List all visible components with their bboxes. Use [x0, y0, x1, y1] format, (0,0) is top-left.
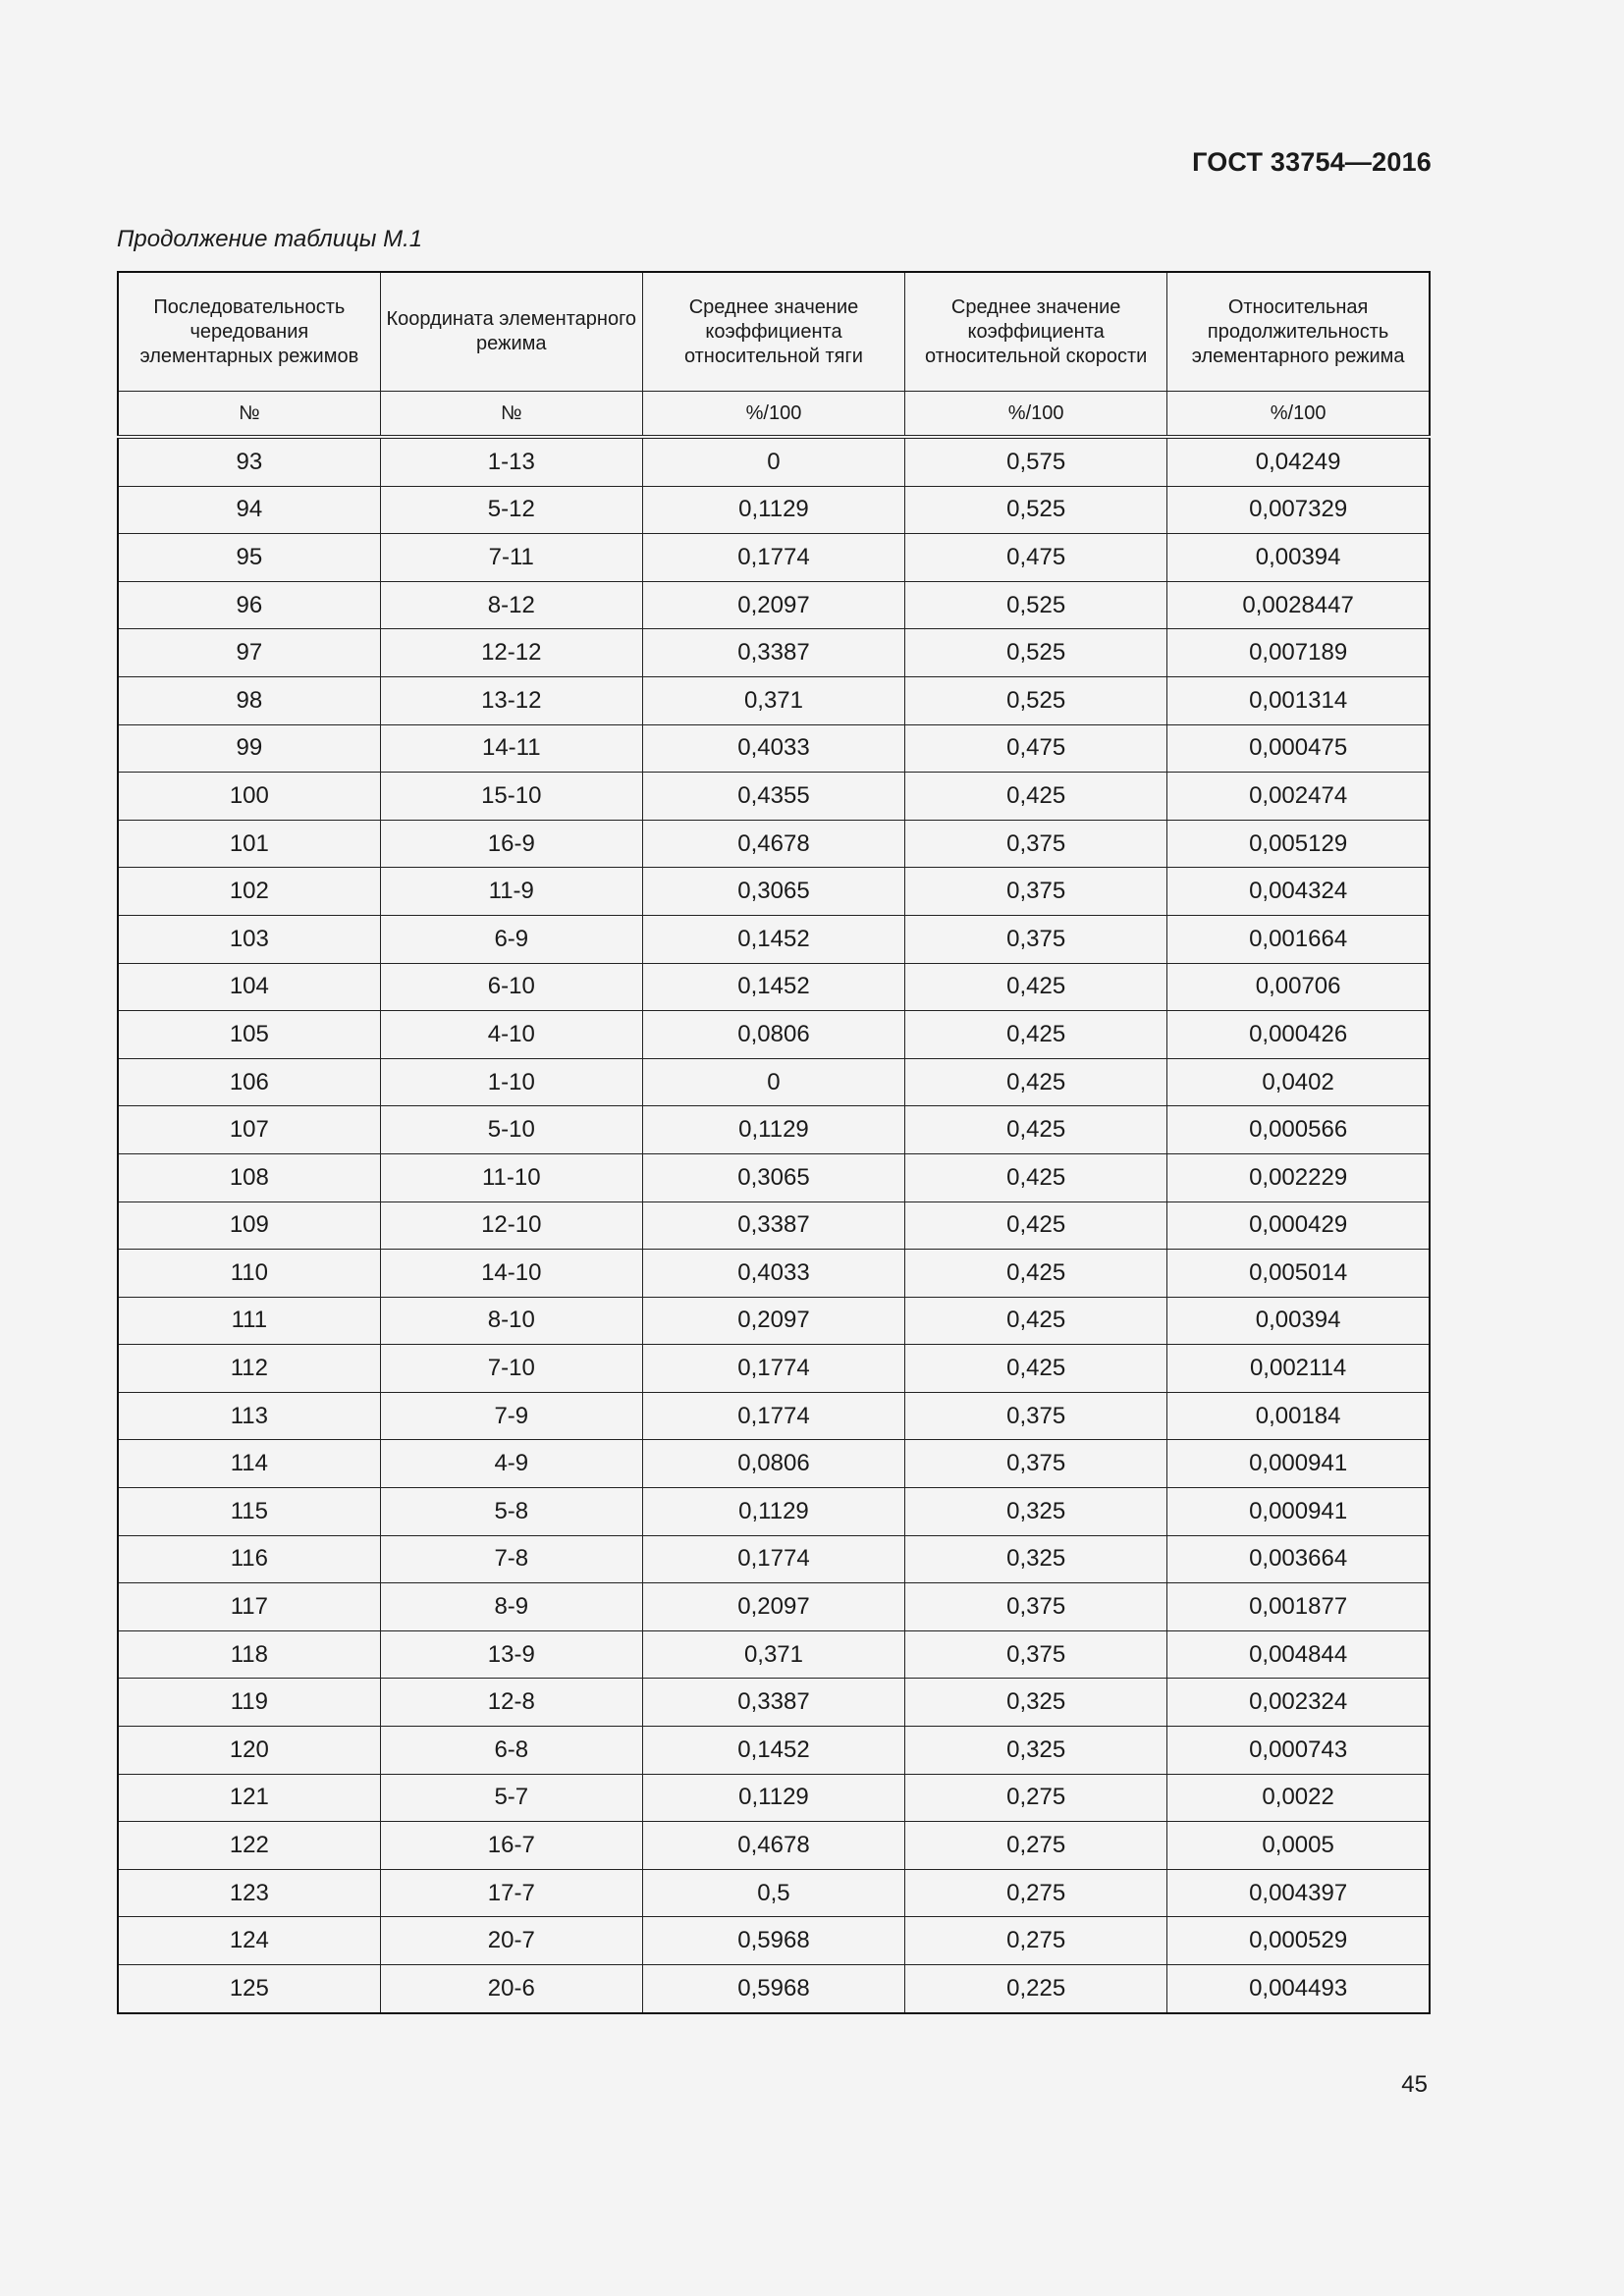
cell-thrust: 0,0806: [642, 1011, 904, 1059]
cell-sequence: 106: [118, 1058, 380, 1106]
cell-speed: 0,275: [905, 1822, 1167, 1870]
cell-duration: 0,004844: [1167, 1630, 1430, 1679]
table-row: [118, 724, 1430, 773]
cell-speed: 0,225: [905, 1965, 1167, 2013]
cell-coordinate: 12-10: [380, 1201, 642, 1250]
cell-sequence: 118: [118, 1630, 380, 1679]
cell-duration: 0,007189: [1167, 629, 1430, 677]
cell-thrust: 0,1774: [642, 534, 904, 582]
cell-duration: 0,002114: [1167, 1345, 1430, 1393]
cell-coordinate: 20-7: [380, 1917, 642, 1965]
table-row: [118, 1630, 1430, 1679]
table-row: [118, 581, 1430, 629]
unit-cell: %/100: [905, 392, 1167, 438]
table-row: [118, 963, 1430, 1011]
header-row: [118, 272, 1430, 392]
table-row: [118, 1440, 1430, 1488]
column-header-speed: Среднее значение коэффициента относительной скорости: [905, 272, 1167, 392]
cell-speed: 0,425: [905, 1058, 1167, 1106]
cell-speed: 0,425: [905, 963, 1167, 1011]
cell-thrust: 0,4678: [642, 1822, 904, 1870]
cell-duration: 0,000941: [1167, 1488, 1430, 1536]
cell-speed: 0,425: [905, 1011, 1167, 1059]
cell-duration: 0,000566: [1167, 1106, 1430, 1154]
cell-speed: 0,525: [905, 581, 1167, 629]
cell-coordinate: 4-9: [380, 1440, 642, 1488]
cell-thrust: 0,3387: [642, 1201, 904, 1250]
cell-thrust: 0,1129: [642, 1488, 904, 1536]
table-row: [118, 437, 1430, 486]
table-body: [118, 437, 1430, 2013]
cell-coordinate: 14-10: [380, 1250, 642, 1298]
cell-coordinate: 8-10: [380, 1297, 642, 1345]
unit-cell: %/100: [1167, 392, 1430, 438]
cell-speed: 0,425: [905, 1201, 1167, 1250]
cell-sequence: 121: [118, 1774, 380, 1822]
cell-duration: 0,002324: [1167, 1679, 1430, 1727]
cell-coordinate: 14-11: [380, 724, 642, 773]
cell-coordinate: 12-8: [380, 1679, 642, 1727]
cell-coordinate: 6-10: [380, 963, 642, 1011]
table-row: [118, 773, 1430, 821]
cell-speed: 0,375: [905, 820, 1167, 868]
cell-sequence: 124: [118, 1917, 380, 1965]
cell-duration: 0,0402: [1167, 1058, 1430, 1106]
unit-cell: %/100: [642, 392, 904, 438]
cell-speed: 0,425: [905, 1250, 1167, 1298]
cell-speed: 0,425: [905, 773, 1167, 821]
cell-thrust: 0,1452: [642, 1727, 904, 1775]
unit-cell: №: [118, 392, 380, 438]
table-row: [118, 1488, 1430, 1536]
cell-coordinate: 7-9: [380, 1392, 642, 1440]
cell-sequence: 104: [118, 963, 380, 1011]
cell-sequence: 119: [118, 1679, 380, 1727]
cell-coordinate: 12-12: [380, 629, 642, 677]
cell-speed: 0,325: [905, 1488, 1167, 1536]
cell-speed: 0,525: [905, 629, 1167, 677]
cell-speed: 0,475: [905, 534, 1167, 582]
cell-sequence: 111: [118, 1297, 380, 1345]
cell-speed: 0,375: [905, 868, 1167, 916]
table-row: [118, 1250, 1430, 1298]
cell-sequence: 116: [118, 1535, 380, 1583]
cell-sequence: 107: [118, 1106, 380, 1154]
cell-sequence: 113: [118, 1392, 380, 1440]
cell-speed: 0,425: [905, 1297, 1167, 1345]
cell-speed: 0,525: [905, 676, 1167, 724]
cell-thrust: 0,2097: [642, 581, 904, 629]
cell-speed: 0,425: [905, 1106, 1167, 1154]
cell-duration: 0,000743: [1167, 1727, 1430, 1775]
cell-thrust: 0,3065: [642, 868, 904, 916]
table-row: [118, 1965, 1430, 2013]
cell-thrust: 0,1774: [642, 1392, 904, 1440]
cell-thrust: 0,3387: [642, 629, 904, 677]
cell-sequence: 109: [118, 1201, 380, 1250]
table-header: [118, 272, 1430, 437]
units-row: [118, 392, 1430, 438]
cell-thrust: 0,5968: [642, 1965, 904, 2013]
cell-duration: 0,004324: [1167, 868, 1430, 916]
cell-speed: 0,525: [905, 486, 1167, 534]
cell-thrust: 0,3387: [642, 1679, 904, 1727]
cell-sequence: 114: [118, 1440, 380, 1488]
cell-coordinate: 7-10: [380, 1345, 642, 1393]
table-row: [118, 1822, 1430, 1870]
unit-cell: №: [380, 392, 642, 438]
cell-duration: 0,001877: [1167, 1583, 1430, 1631]
cell-thrust: 0,5: [642, 1869, 904, 1917]
cell-duration: 0,004397: [1167, 1869, 1430, 1917]
table-row: [118, 1058, 1430, 1106]
cell-sequence: 93: [118, 437, 380, 486]
cell-coordinate: 16-7: [380, 1822, 642, 1870]
cell-sequence: 101: [118, 820, 380, 868]
cell-thrust: 0,4678: [642, 820, 904, 868]
table-row: [118, 1727, 1430, 1775]
cell-coordinate: 17-7: [380, 1869, 642, 1917]
cell-sequence: 98: [118, 676, 380, 724]
cell-thrust: 0,371: [642, 676, 904, 724]
table-row: [118, 1679, 1430, 1727]
table-row: [118, 1011, 1430, 1059]
cell-speed: 0,475: [905, 724, 1167, 773]
table-row: [118, 534, 1430, 582]
cell-speed: 0,325: [905, 1727, 1167, 1775]
cell-sequence: 95: [118, 534, 380, 582]
cell-coordinate: 1-10: [380, 1058, 642, 1106]
cell-duration: 0,00184: [1167, 1392, 1430, 1440]
cell-thrust: 0,371: [642, 1630, 904, 1679]
document-code: ГОСТ 33754—2016: [1192, 147, 1432, 177]
cell-thrust: 0,0806: [642, 1440, 904, 1488]
cell-duration: 0,001664: [1167, 915, 1430, 963]
column-header-coordinate: Координата элементарного режима: [380, 272, 642, 392]
cell-coordinate: 5-7: [380, 1774, 642, 1822]
table-row: [118, 1345, 1430, 1393]
cell-duration: 0,004493: [1167, 1965, 1430, 2013]
cell-sequence: 99: [118, 724, 380, 773]
cell-sequence: 122: [118, 1822, 380, 1870]
cell-sequence: 96: [118, 581, 380, 629]
cell-sequence: 105: [118, 1011, 380, 1059]
cell-duration: 0,04249: [1167, 437, 1430, 486]
cell-thrust: 0,2097: [642, 1583, 904, 1631]
cell-duration: 0,000475: [1167, 724, 1430, 773]
table-row: [118, 629, 1430, 677]
cell-sequence: 115: [118, 1488, 380, 1536]
cell-duration: 0,000941: [1167, 1440, 1430, 1488]
cell-duration: 0,000426: [1167, 1011, 1430, 1059]
table-row: [118, 1917, 1430, 1965]
cell-speed: 0,425: [905, 1345, 1167, 1393]
column-header-thrust: Среднее значение коэффициента относительной тяги: [642, 272, 904, 392]
cell-thrust: 0: [642, 437, 904, 486]
table-row: [118, 1201, 1430, 1250]
cell-duration: 0,0005: [1167, 1822, 1430, 1870]
cell-coordinate: 20-6: [380, 1965, 642, 2013]
cell-coordinate: 4-10: [380, 1011, 642, 1059]
cell-speed: 0,375: [905, 1392, 1167, 1440]
cell-thrust: 0,1774: [642, 1535, 904, 1583]
cell-thrust: 0,2097: [642, 1297, 904, 1345]
cell-sequence: 125: [118, 1965, 380, 2013]
cell-speed: 0,325: [905, 1679, 1167, 1727]
cell-duration: 0,0028447: [1167, 581, 1430, 629]
cell-coordinate: 11-9: [380, 868, 642, 916]
cell-duration: 0,002229: [1167, 1153, 1430, 1201]
cell-thrust: 0,1774: [642, 1345, 904, 1393]
cell-thrust: 0,1452: [642, 963, 904, 1011]
cell-sequence: 94: [118, 486, 380, 534]
cell-sequence: 108: [118, 1153, 380, 1201]
cell-sequence: 97: [118, 629, 380, 677]
cell-duration: 0,003664: [1167, 1535, 1430, 1583]
column-header-sequence: Последовательность чередования элементарных режимов: [118, 272, 380, 392]
cell-coordinate: 13-12: [380, 676, 642, 724]
cell-speed: 0,375: [905, 915, 1167, 963]
cell-thrust: 0,1129: [642, 486, 904, 534]
table-row: [118, 1583, 1430, 1631]
cell-speed: 0,375: [905, 1440, 1167, 1488]
cell-coordinate: 15-10: [380, 773, 642, 821]
cell-thrust: 0,1129: [642, 1106, 904, 1154]
cell-speed: 0,275: [905, 1917, 1167, 1965]
cell-duration: 0,00394: [1167, 534, 1430, 582]
cell-coordinate: 7-8: [380, 1535, 642, 1583]
cell-thrust: 0,4355: [642, 773, 904, 821]
cell-duration: 0,005129: [1167, 820, 1430, 868]
cell-thrust: 0,3065: [642, 1153, 904, 1201]
cell-speed: 0,325: [905, 1535, 1167, 1583]
cell-duration: 0,000529: [1167, 1917, 1430, 1965]
page-number: 45: [1401, 2071, 1428, 2098]
data-table: [117, 271, 1431, 2014]
cell-speed: 0,575: [905, 437, 1167, 486]
cell-duration: 0,00706: [1167, 963, 1430, 1011]
cell-speed: 0,375: [905, 1630, 1167, 1679]
cell-thrust: 0,4033: [642, 724, 904, 773]
cell-coordinate: 5-12: [380, 486, 642, 534]
cell-speed: 0,425: [905, 1153, 1167, 1201]
cell-sequence: 120: [118, 1727, 380, 1775]
cell-duration: 0,001314: [1167, 676, 1430, 724]
cell-thrust: 0,1129: [642, 1774, 904, 1822]
cell-sequence: 100: [118, 773, 380, 821]
cell-duration: 0,002474: [1167, 773, 1430, 821]
cell-sequence: 103: [118, 915, 380, 963]
cell-thrust: 0,4033: [642, 1250, 904, 1298]
cell-sequence: 102: [118, 868, 380, 916]
table-row: [118, 1153, 1430, 1201]
cell-duration: 0,00394: [1167, 1297, 1430, 1345]
cell-coordinate: 5-10: [380, 1106, 642, 1154]
cell-coordinate: 6-9: [380, 915, 642, 963]
cell-speed: 0,375: [905, 1583, 1167, 1631]
column-header-duration: Относительная продолжительность элементарного режима: [1167, 272, 1430, 392]
cell-speed: 0,275: [905, 1869, 1167, 1917]
cell-coordinate: 5-8: [380, 1488, 642, 1536]
cell-thrust: 0,1452: [642, 915, 904, 963]
cell-coordinate: 8-12: [380, 581, 642, 629]
cell-coordinate: 16-9: [380, 820, 642, 868]
cell-coordinate: 7-11: [380, 534, 642, 582]
cell-sequence: 123: [118, 1869, 380, 1917]
cell-sequence: 112: [118, 1345, 380, 1393]
table-row: [118, 868, 1430, 916]
table-row: [118, 1106, 1430, 1154]
cell-coordinate: 6-8: [380, 1727, 642, 1775]
cell-sequence: 117: [118, 1583, 380, 1631]
cell-coordinate: 1-13: [380, 437, 642, 486]
table-row: [118, 820, 1430, 868]
table-row: [118, 676, 1430, 724]
cell-sequence: 110: [118, 1250, 380, 1298]
cell-speed: 0,275: [905, 1774, 1167, 1822]
cell-coordinate: 11-10: [380, 1153, 642, 1201]
table-row: [118, 1774, 1430, 1822]
cell-duration: 0,005014: [1167, 1250, 1430, 1298]
cell-duration: 0,007329: [1167, 486, 1430, 534]
cell-thrust: 0,5968: [642, 1917, 904, 1965]
table-caption: Продолжение таблицы М.1: [117, 226, 423, 252]
cell-coordinate: 13-9: [380, 1630, 642, 1679]
cell-thrust: 0: [642, 1058, 904, 1106]
table-row: [118, 486, 1430, 534]
cell-duration: 0,000429: [1167, 1201, 1430, 1250]
table-row: [118, 915, 1430, 963]
cell-coordinate: 8-9: [380, 1583, 642, 1631]
cell-duration: 0,0022: [1167, 1774, 1430, 1822]
table-row: [118, 1869, 1430, 1917]
table-row: [118, 1392, 1430, 1440]
table-row: [118, 1535, 1430, 1583]
table-row: [118, 1297, 1430, 1345]
